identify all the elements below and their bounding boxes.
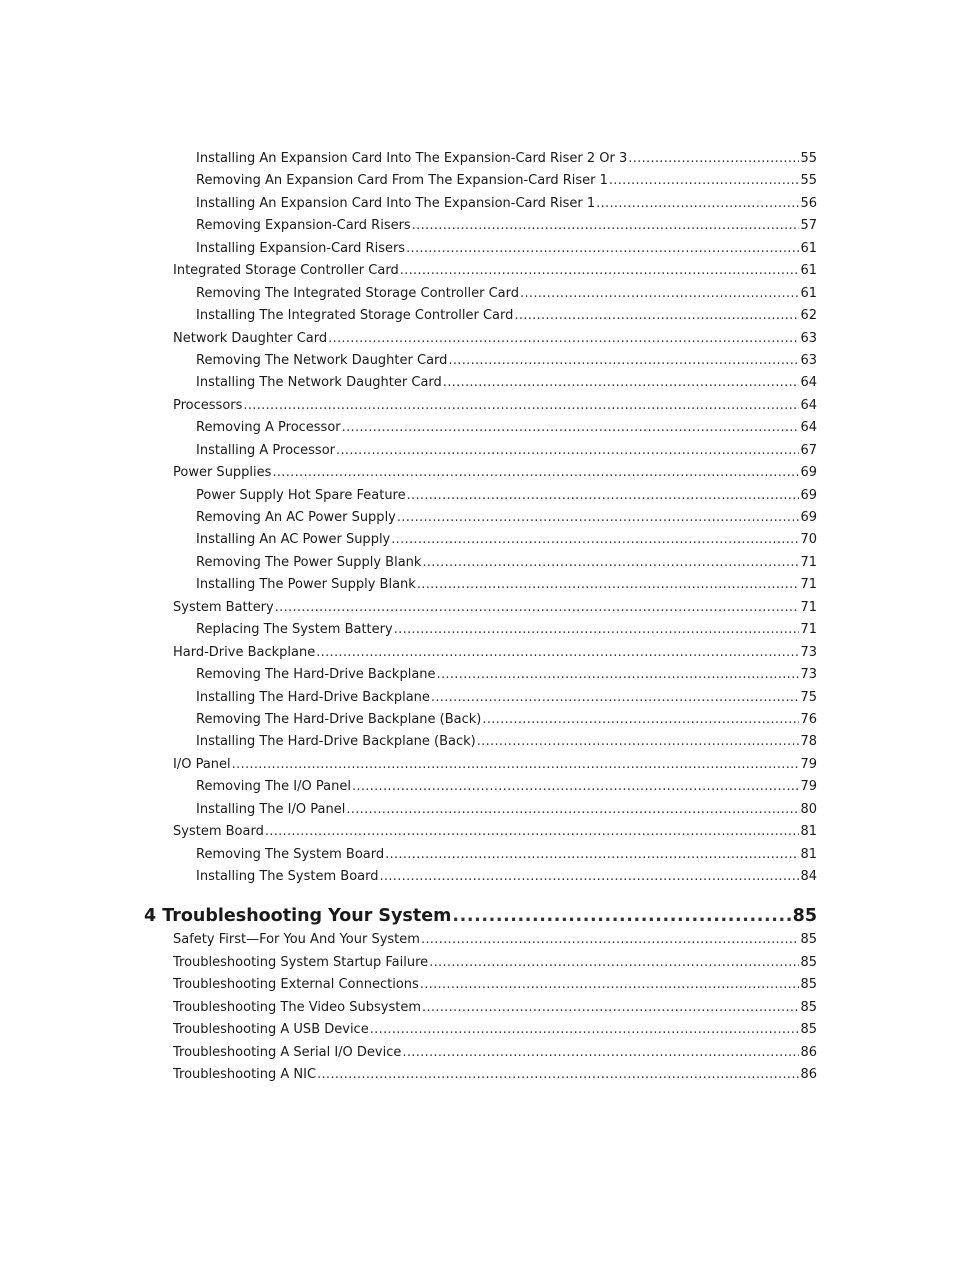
toc-entry-page-number: 71 <box>800 599 817 615</box>
toc-dot-leader <box>452 903 791 929</box>
toc-entry[interactable] <box>0 1019 817 1041</box>
toc-entry[interactable] <box>0 529 817 551</box>
toc-dot-leader <box>370 1019 800 1041</box>
toc-dot-leader <box>420 974 800 996</box>
toc-entry-page-number: 81 <box>800 824 817 840</box>
toc-entry[interactable] <box>0 1042 817 1064</box>
toc-entry[interactable] <box>0 929 817 951</box>
toc-dot-leader <box>422 997 799 1019</box>
toc-entry-title: Installing The Hard-Drive Backplane (Back) <box>196 734 476 750</box>
toc-entry-title: Troubleshooting System Startup Failure <box>173 954 429 970</box>
toc-entry-title: Removing The System Board <box>196 846 385 862</box>
toc-entry-title: Installing An AC Power Supply <box>196 532 391 548</box>
toc-entry[interactable] <box>0 754 817 776</box>
toc-entry[interactable] <box>0 462 817 484</box>
toc-entry[interactable] <box>0 417 817 439</box>
toc-dot-leader <box>394 619 800 641</box>
toc-entry-page-number: 86 <box>800 1044 817 1060</box>
toc-entry-title: Power Supply Hot Spare Feature <box>196 487 406 503</box>
toc-entry[interactable] <box>0 238 817 260</box>
toc-dot-leader <box>317 1064 799 1086</box>
toc-entry-title: System Board <box>173 824 264 840</box>
table-of-contents <box>0 148 954 1087</box>
toc-entry-title: Removing A Processor <box>196 420 341 436</box>
toc-entry-page-number: 55 <box>800 173 817 189</box>
toc-dot-leader <box>265 821 800 843</box>
toc-entry-page-number: 85 <box>800 932 817 948</box>
toc-entry[interactable] <box>0 664 817 686</box>
toc-entry[interactable] <box>0 395 817 417</box>
toc-entry-page-number: 63 <box>800 330 817 346</box>
toc-dot-leader <box>342 417 800 439</box>
toc-entry[interactable] <box>0 974 817 996</box>
toc-entry-page-number: 63 <box>800 352 817 368</box>
toc-dot-leader <box>514 305 799 327</box>
toc-entry[interactable] <box>0 193 817 215</box>
toc-entry[interactable] <box>0 776 817 798</box>
toc-chapter-entry[interactable] <box>0 903 817 929</box>
toc-dot-leader <box>482 709 799 731</box>
toc-entry-title: Network Daughter Card <box>173 330 328 346</box>
toc-entry-title: Installing A Processor <box>196 442 336 458</box>
toc-entry-title: Troubleshooting A Serial I/O Device <box>173 1044 402 1060</box>
toc-entry-page-number: 84 <box>800 869 817 884</box>
toc-entry-title: Troubleshooting A NIC <box>173 1067 317 1083</box>
toc-entry-page-number: 71 <box>800 622 817 638</box>
toc-entry-title: I/O Panel <box>173 756 231 772</box>
toc-dot-leader <box>448 350 799 372</box>
toc-entry[interactable] <box>0 260 817 282</box>
toc-dot-leader <box>397 507 800 529</box>
toc-entry[interactable] <box>0 283 817 305</box>
toc-entry[interactable] <box>0 440 817 462</box>
toc-entry-title: Safety First—For You And Your System <box>173 932 420 948</box>
toc-entry[interactable] <box>0 642 817 664</box>
toc-entry-title: Installing The I/O Panel <box>196 801 346 817</box>
toc-entry-page-number: 64 <box>800 420 817 436</box>
toc-entry-page-number: 70 <box>800 532 817 548</box>
toc-entry[interactable] <box>0 215 817 237</box>
toc-entry[interactable] <box>0 687 817 709</box>
toc-entry-title: Troubleshooting A USB Device <box>173 1022 369 1038</box>
toc-entry[interactable] <box>0 799 817 821</box>
toc-dot-leader <box>385 844 799 866</box>
toc-entry-page-number: 76 <box>800 711 817 727</box>
toc-entry[interactable] <box>0 328 817 350</box>
toc-entry[interactable] <box>0 821 817 843</box>
toc-dot-leader <box>243 395 799 417</box>
toc-dot-leader <box>477 731 800 753</box>
toc-entry-title: Installing The System Board <box>196 869 379 884</box>
toc-dot-leader <box>232 754 800 776</box>
toc-entry-title: Replacing The System Battery <box>196 622 393 638</box>
toc-entry-page-number: 73 <box>800 644 817 660</box>
toc-entry-title: Removing Expansion-Card Risers <box>196 218 411 234</box>
toc-entry-page-number: 81 <box>800 846 817 862</box>
toc-dot-leader <box>422 552 799 574</box>
toc-entry[interactable] <box>0 709 817 731</box>
toc-entry-title: Installing The Hard-Drive Backplane <box>196 689 430 705</box>
toc-entry-page-number: 80 <box>800 801 817 817</box>
toc-dot-leader <box>272 462 799 484</box>
toc-dot-leader <box>275 597 800 619</box>
toc-dot-leader <box>352 776 800 798</box>
toc-entry[interactable] <box>0 731 817 753</box>
toc-entry-page-number: 79 <box>800 756 817 772</box>
toc-entry-title: Installing Expansion-Card Risers <box>196 240 406 256</box>
toc-dot-leader <box>380 866 800 888</box>
toc-dot-leader <box>346 799 799 821</box>
toc-entry-page-number: 56 <box>800 195 817 211</box>
toc-entry-page-number: 85 <box>800 954 817 970</box>
toc-entry[interactable] <box>0 372 817 394</box>
toc-entry-title: Removing The I/O Panel <box>196 779 351 795</box>
toc-dot-leader <box>443 372 800 394</box>
toc-entry[interactable] <box>0 148 817 170</box>
toc-entry[interactable] <box>0 597 817 619</box>
toc-entry-title: Troubleshooting External Connections <box>173 977 419 993</box>
toc-entry-page-number: 85 <box>800 977 817 993</box>
toc-dot-leader <box>328 328 799 350</box>
toc-entry-title: Removing The Power Supply Blank <box>196 554 422 570</box>
toc-entry-page-number: 67 <box>800 442 817 458</box>
toc-dot-leader <box>336 440 799 462</box>
toc-entry-title: Installing An Expansion Card Into The Expansion-Card Riser 2 Or 3 <box>196 151 628 166</box>
toc-entry-page-number: 85 <box>800 999 817 1015</box>
toc-entry-title: Removing An AC Power Supply <box>196 510 396 525</box>
toc-entry-title: Removing An Expansion Card From The Expansion-Card Riser 1 <box>196 173 608 189</box>
toc-entry-page-number: 71 <box>800 577 817 593</box>
toc-entry[interactable] <box>0 350 817 372</box>
toc-entry-title: Installing The Integrated Storage Controller Card <box>196 308 514 324</box>
toc-entry-title: Integrated Storage Controller Card <box>173 263 399 279</box>
toc-entry-title: Power Supplies <box>173 465 272 481</box>
toc-dot-leader <box>417 574 800 596</box>
toc-entry-page-number: 71 <box>800 554 817 570</box>
toc-entry[interactable] <box>0 619 817 641</box>
toc-entry[interactable] <box>0 1064 817 1086</box>
toc-entry-page-number: 69 <box>800 510 817 525</box>
toc-entry-page-number: 62 <box>800 308 817 324</box>
toc-entry-page-number: 73 <box>800 667 817 683</box>
toc-entry-page-number: 69 <box>800 487 817 503</box>
toc-dot-leader <box>406 238 799 260</box>
toc-dot-leader <box>628 148 799 170</box>
toc-entry-page-number: 61 <box>800 263 817 279</box>
toc-entry-page-number: 61 <box>800 240 817 256</box>
toc-entry-page-number: 75 <box>800 689 817 705</box>
toc-entry[interactable] <box>0 507 817 529</box>
toc-dot-leader <box>429 952 799 974</box>
toc-entry[interactable] <box>0 952 817 974</box>
toc-entry[interactable] <box>0 485 817 507</box>
toc-entry-page-number: 57 <box>800 218 817 234</box>
toc-dot-leader <box>316 642 799 664</box>
toc-dot-leader <box>407 485 800 507</box>
toc-entry[interactable] <box>0 866 817 888</box>
toc-entry[interactable] <box>0 844 817 866</box>
toc-entry-page-number: 78 <box>800 734 817 750</box>
toc-dot-leader <box>421 929 800 951</box>
toc-dot-leader <box>391 529 799 551</box>
toc-entry[interactable] <box>0 552 817 574</box>
toc-entry[interactable] <box>0 574 817 596</box>
toc-dot-leader <box>520 283 799 305</box>
toc-dot-leader <box>402 1042 799 1064</box>
toc-entry-page-number: 55 <box>800 151 817 166</box>
toc-entry-page-number: 69 <box>800 465 817 481</box>
toc-entry[interactable] <box>0 305 817 327</box>
toc-entry-page-number: 86 <box>800 1067 817 1083</box>
toc-entry-title: Installing The Network Daughter Card <box>196 375 442 391</box>
toc-dot-leader <box>400 260 800 282</box>
toc-entry-page-number: 64 <box>800 375 817 391</box>
toc-entry-title: Processors <box>173 397 243 413</box>
toc-entry-page-number: 64 <box>800 397 817 413</box>
toc-dot-leader <box>412 215 800 237</box>
toc-entry-page-number: 85 <box>792 906 817 927</box>
toc-entry-title: System Battery <box>173 599 274 615</box>
toc-entry-title: Troubleshooting The Video Subsystem <box>173 999 422 1015</box>
toc-entry-title: Removing The Integrated Storage Controller Card <box>196 285 520 301</box>
toc-dot-leader <box>596 193 799 215</box>
toc-entry[interactable] <box>0 170 817 192</box>
toc-entry-page-number: 61 <box>800 285 817 301</box>
toc-entry-title: Removing The Hard-Drive Backplane <box>196 667 436 683</box>
toc-entry-title: Removing The Network Daughter Card <box>196 352 448 368</box>
toc-entry-title: Installing An Expansion Card Into The Expansion-Card Riser 1 <box>196 195 596 211</box>
toc-entry-title: Hard-Drive Backplane <box>173 644 316 660</box>
toc-dot-leader <box>609 170 800 192</box>
toc-entry-page-number: 79 <box>800 779 817 795</box>
toc-entry-title: Removing The Hard-Drive Backplane (Back) <box>196 711 482 727</box>
toc-entry-title: Installing The Power Supply Blank <box>196 577 416 593</box>
toc-dot-leader <box>431 687 800 709</box>
toc-entry[interactable] <box>0 997 817 1019</box>
toc-dot-leader <box>437 664 800 686</box>
toc-entry-page-number: 85 <box>800 1022 817 1038</box>
toc-entry-title: 4 Troubleshooting Your System <box>144 906 452 927</box>
